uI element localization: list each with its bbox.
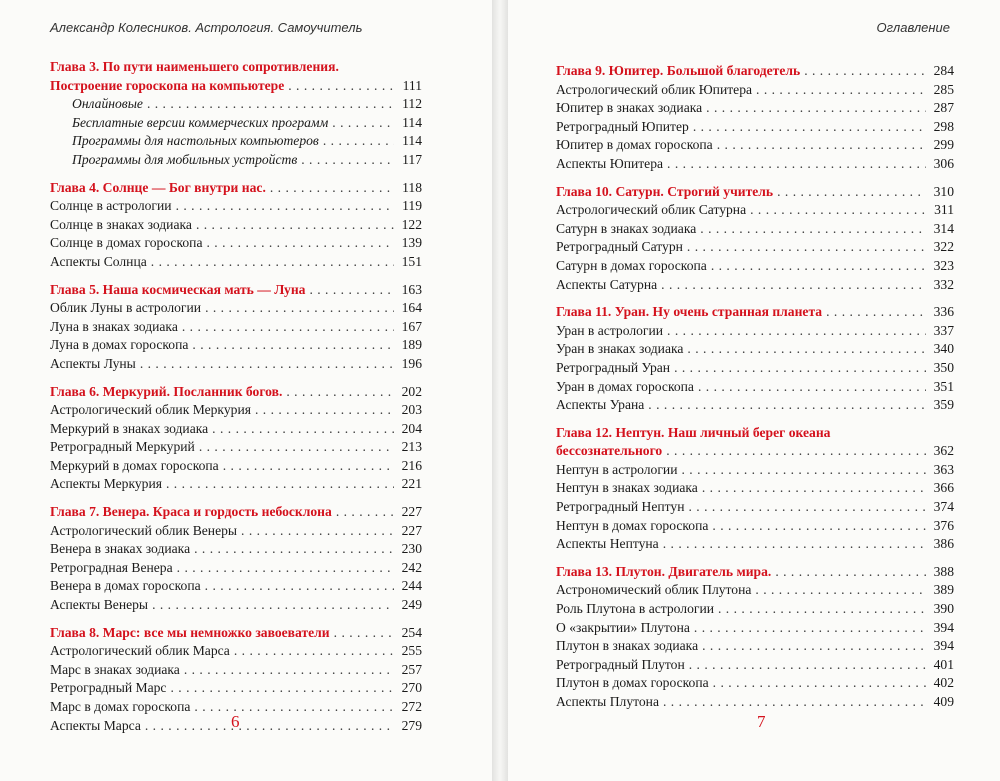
toc-entry — [556, 498, 954, 517]
chapter-page-number: 163 — [401, 281, 422, 297]
running-head: Оглавление — [876, 20, 950, 35]
entry-page-number: 112 — [402, 96, 422, 112]
entry-title: Ретроградный Сатурн — [556, 239, 683, 255]
toc-entry — [556, 322, 954, 341]
entry-title: Ретроградный Плутон — [556, 656, 685, 672]
toc-entry — [556, 693, 954, 712]
dot-leader — [700, 220, 926, 239]
entry-page-number: 164 — [401, 300, 422, 316]
toc-entry — [556, 535, 954, 554]
left-page — [0, 0, 492, 781]
toc-entry — [556, 81, 954, 100]
dot-leader — [196, 216, 394, 235]
dot-leader — [255, 401, 394, 420]
dot-leader — [688, 498, 926, 517]
entry-page-number: 257 — [401, 661, 422, 677]
toc-entry — [556, 396, 954, 415]
toc-entry — [50, 132, 422, 151]
dot-leader — [205, 577, 394, 596]
dot-leader — [713, 674, 926, 693]
entry-page-number: 363 — [933, 461, 954, 477]
toc-entry — [50, 114, 422, 133]
entry-title: Астрологический облик Марса — [50, 643, 230, 659]
entry-title: Астрономический облик Плутона — [556, 582, 752, 598]
entry-page-number: 167 — [401, 318, 422, 334]
entry-page-number: 350 — [933, 359, 954, 375]
entry-title: Сатурн в домах гороскопа — [556, 257, 707, 273]
dot-leader — [694, 619, 926, 638]
entry-title: Аспекты Марса — [50, 717, 141, 733]
toc-entry — [556, 257, 954, 276]
entry-title: Нептун в домах гороскопа — [556, 517, 709, 533]
entry-page-number: 255 — [401, 643, 422, 659]
entry-page-number: 249 — [401, 597, 422, 613]
entry-page-number: 139 — [401, 235, 422, 251]
entry-page-number: 351 — [933, 378, 954, 394]
dot-leader — [147, 95, 394, 114]
entry-title: Юпитер в знаках зодиака — [556, 100, 703, 116]
dot-leader — [667, 322, 926, 341]
dot-leader — [666, 442, 926, 461]
dot-leader — [145, 717, 394, 736]
chapter-page-number: 362 — [933, 443, 954, 459]
entry-title: О «закрытии» Плутона — [556, 619, 690, 635]
entry-page-number: 272 — [401, 699, 422, 714]
toc-chapter — [556, 424, 954, 554]
chapter-heading-row — [556, 303, 954, 322]
page-number: 7 — [757, 712, 766, 731]
entry-page-number: 386 — [933, 536, 954, 552]
dot-leader — [151, 253, 394, 272]
toc-entry — [556, 637, 954, 656]
chapter-page-number: 118 — [402, 179, 422, 195]
dot-leader — [661, 276, 926, 295]
entry-title: Ретроградный Уран — [556, 359, 671, 375]
entry-title: Бесплатные версии коммерческих программ — [72, 114, 329, 130]
dot-leader — [288, 77, 394, 96]
entry-title: Уран в домах гороскопа — [556, 378, 694, 394]
toc-entry — [50, 475, 422, 494]
chapter-page-number: 227 — [401, 504, 422, 520]
chapter-title-line: Глава 10. Сатурн. Строгий учитель — [556, 183, 774, 199]
entry-title: Астрологический облик Венеры — [50, 522, 238, 538]
dot-leader — [286, 383, 394, 402]
entry-page-number: 332 — [933, 276, 954, 292]
toc-entry — [556, 600, 954, 619]
entry-title: Венера в домах гороскопа — [50, 578, 201, 594]
entry-page-number: 114 — [402, 114, 422, 130]
entry-page-number: 216 — [401, 457, 422, 473]
toc-entry — [50, 577, 422, 596]
toc-entry — [556, 155, 954, 174]
entry-page-number: 117 — [402, 151, 422, 167]
dot-leader — [718, 600, 926, 619]
chapter-heading-row — [50, 77, 422, 96]
entry-title: Облик Луны в астрологии — [50, 300, 202, 316]
entry-page-number: 270 — [401, 680, 422, 696]
entry-title: Аспекты Урана — [556, 397, 645, 413]
toc-entry — [556, 99, 954, 118]
entry-title: Солнце в знаках зодиака — [50, 216, 192, 232]
entry-title: Нептун в знаках зодиака — [556, 480, 698, 496]
dot-leader — [702, 637, 926, 656]
page-number: 6 — [231, 712, 240, 731]
entry-page-number: 242 — [401, 559, 422, 575]
entry-page-number: 230 — [401, 541, 422, 557]
toc-entry — [50, 559, 422, 578]
entry-title: Меркурий в домах гороскопа — [50, 457, 219, 473]
chapter-heading-row — [50, 281, 422, 300]
entry-title: Меркурий в знаках зодиака — [50, 420, 209, 436]
entry-title: Сатурн в знаках зодиака — [556, 220, 697, 236]
entry-page-number: 374 — [933, 499, 954, 515]
dot-leader — [648, 396, 926, 415]
entry-page-number: 366 — [933, 480, 954, 496]
dot-leader — [712, 517, 926, 536]
toc-entry — [50, 253, 422, 272]
toc-chapter — [556, 563, 954, 712]
chapter-title-line: Глава 11. Уран. Ну очень странная планета — [556, 304, 823, 320]
entry-title: Луна в знаках зодиака — [50, 318, 178, 334]
dot-leader — [152, 596, 394, 615]
entry-page-number: 376 — [933, 517, 954, 533]
toc-chapter — [50, 58, 422, 170]
running-head: Александр Колесников. Астрология. Самоучитель — [50, 20, 363, 35]
chapter-heading-row — [50, 383, 422, 402]
entry-title: Аспекты Меркурия — [50, 476, 162, 492]
dot-leader — [717, 136, 926, 155]
toc-entry — [50, 679, 422, 698]
toc-chapter — [556, 303, 954, 415]
entry-title: Аспекты Нептуна — [556, 536, 659, 552]
chapter-title-line: Глава 13. Плутон. Двигатель мира. — [556, 563, 772, 579]
entry-page-number: 306 — [933, 155, 954, 171]
dot-leader — [170, 679, 394, 698]
dot-leader — [804, 62, 926, 81]
entry-title: Роль Плутона в астрологии — [556, 601, 714, 617]
toc-entry — [50, 216, 422, 235]
entry-page-number: 394 — [933, 638, 954, 654]
entry-page-number: 359 — [933, 397, 954, 413]
dot-leader — [687, 238, 926, 257]
toc-entry — [556, 656, 954, 675]
entry-page-number: 390 — [933, 601, 954, 617]
entry-page-number: 298 — [933, 118, 954, 134]
chapter-heading-row — [556, 563, 954, 582]
toc-entry — [556, 136, 954, 155]
chapter-heading-row — [556, 183, 954, 202]
dot-leader — [176, 197, 394, 216]
entry-page-number: 213 — [401, 439, 422, 455]
entry-title: Аспекты Сатурна — [556, 276, 658, 292]
entry-page-number: 287 — [933, 100, 954, 116]
dot-leader — [667, 155, 926, 174]
book-gutter — [492, 0, 508, 781]
toc-entry — [50, 457, 422, 476]
dot-leader — [756, 81, 926, 100]
entry-title: Аспекты Луны — [50, 355, 136, 371]
chapter-title-line: Построение гороскопа на компьютере — [50, 77, 285, 93]
entry-title: Астрологический облик Меркурия — [50, 402, 251, 418]
toc-chapter — [50, 503, 422, 615]
entry-title: Аспекты Юпитера — [556, 155, 664, 171]
entry-page-number: 285 — [933, 81, 954, 97]
dot-leader — [192, 336, 394, 355]
dot-leader — [826, 303, 926, 322]
toc-entry — [50, 661, 422, 680]
chapter-page-number: 388 — [933, 563, 954, 579]
toc-entry — [556, 517, 954, 536]
toc-entry — [50, 151, 422, 170]
entry-title: Аспекты Плутона — [556, 694, 659, 709]
toc-entry — [50, 522, 422, 541]
entry-title: Уран в астрологии — [556, 322, 664, 338]
toc-chapter — [50, 281, 422, 374]
entry-page-number: 323 — [933, 257, 954, 273]
entry-title: Программы для настольных компьютеров — [72, 133, 319, 149]
toc-entry — [556, 581, 954, 600]
entry-title: Ретроградный Юпитер — [556, 118, 689, 134]
dot-leader — [301, 151, 394, 170]
entry-page-number: 204 — [401, 420, 422, 436]
entry-page-number: 394 — [933, 619, 954, 635]
chapter-title-line: бессознательного — [556, 443, 663, 459]
entry-title: Солнце в астрологии — [50, 198, 172, 214]
entry-title: Программы для мобильных устройств — [72, 151, 298, 167]
entry-page-number: 402 — [933, 675, 954, 691]
dot-leader — [332, 114, 394, 133]
dot-leader — [184, 661, 394, 680]
toc-entry — [556, 276, 954, 295]
chapter-title-line: Глава 3. По пути наименьшего сопротивления. — [50, 59, 339, 74]
chapter-page-number: 202 — [401, 383, 422, 399]
dot-leader — [334, 624, 394, 643]
dot-leader — [194, 540, 394, 559]
entry-page-number: 299 — [933, 137, 954, 153]
chapter-heading-row — [50, 503, 422, 522]
toc-chapter — [50, 383, 422, 495]
toc-entry — [556, 378, 954, 397]
dot-leader — [270, 179, 394, 198]
toc-entry — [50, 642, 422, 661]
chapter-title-line: Глава 7. Венера. Краса и гордость небосклона — [50, 504, 332, 520]
dot-leader — [674, 359, 926, 378]
chapter-title-line: Глава 8. Марс: все мы немножко завоеватели — [50, 624, 330, 640]
entry-page-number: 196 — [401, 355, 422, 371]
chapter-page-number: 284 — [933, 63, 954, 78]
toc-entry — [556, 461, 954, 480]
chapter-heading-row — [50, 624, 422, 643]
entry-page-number: 114 — [402, 133, 422, 149]
entry-page-number: 122 — [401, 216, 422, 232]
chapter-title-line: Глава 12. Нептун. Наш личный берег океана — [556, 424, 831, 440]
dot-leader — [681, 461, 926, 480]
toc-entry — [556, 201, 954, 220]
toc-entry — [556, 220, 954, 239]
dot-leader — [140, 355, 394, 374]
toc-entry — [50, 438, 422, 457]
toc-entry — [556, 479, 954, 498]
chapter-title-line: Глава 5. Наша космическая мать — Луна — [50, 281, 306, 297]
toc-entry — [50, 401, 422, 420]
entry-page-number: 409 — [933, 694, 954, 709]
entry-title: Солнце в домах гороскопа — [50, 235, 203, 251]
entry-title: Аспекты Венеры — [50, 597, 149, 613]
chapter-title-line: Глава 4. Солнце — Бог внутри нас. — [50, 179, 266, 195]
dot-leader — [663, 693, 926, 712]
dot-leader — [336, 503, 394, 522]
toc-entry — [556, 340, 954, 359]
dot-leader — [199, 438, 394, 457]
dot-leader — [693, 118, 926, 137]
right-page — [508, 0, 1000, 781]
entry-page-number: 322 — [933, 239, 954, 255]
chapter-page-number: 254 — [401, 624, 422, 640]
entry-title: Астрологический облик Юпитера — [556, 81, 753, 97]
dot-leader — [711, 257, 926, 276]
dot-leader — [698, 378, 926, 397]
toc-entry — [50, 197, 422, 216]
entry-title: Марс в домах гороскопа — [50, 699, 191, 714]
entry-page-number: 337 — [933, 322, 954, 338]
entry-title: Нептун в астрологии — [556, 461, 678, 477]
chapter-heading-row — [556, 442, 954, 461]
entry-page-number: 244 — [401, 578, 422, 594]
dot-leader — [750, 201, 926, 220]
toc-entry — [50, 355, 422, 374]
table-of-contents — [556, 62, 954, 721]
dot-leader — [702, 479, 926, 498]
toc-chapter — [556, 183, 954, 295]
entry-page-number: 227 — [401, 522, 422, 538]
entry-title: Плутон в домах гороскопа — [556, 675, 709, 691]
toc-entry — [556, 118, 954, 137]
dot-leader — [663, 535, 926, 554]
table-of-contents — [50, 58, 422, 744]
entry-title: Ретроградный Меркурий — [50, 439, 195, 455]
toc-entry — [50, 540, 422, 559]
chapter-title-line: Глава 9. Юпитер. Большой благодетель — [556, 63, 801, 78]
entry-title: Венера в знаках зодиака — [50, 541, 191, 557]
dot-leader — [755, 581, 926, 600]
dot-leader — [775, 563, 926, 582]
dot-leader — [323, 132, 394, 151]
dot-leader — [706, 99, 926, 118]
entry-title: Луна в домах гороскопа — [50, 337, 189, 353]
toc-entry — [556, 619, 954, 638]
dot-leader — [234, 642, 394, 661]
dot-leader — [309, 281, 394, 300]
dot-leader — [223, 457, 394, 476]
toc-entry — [50, 299, 422, 318]
toc-entry — [556, 238, 954, 257]
toc-chapter — [556, 62, 954, 174]
dot-leader — [206, 234, 394, 253]
toc-entry — [50, 234, 422, 253]
entry-title: Плутон в знаках зодиака — [556, 638, 699, 654]
chapter-heading-row — [556, 62, 954, 81]
entry-page-number: 151 — [401, 253, 422, 269]
entry-title: Марс в знаках зодиака — [50, 661, 180, 677]
dot-leader — [687, 340, 926, 359]
chapter-page-number: 111 — [402, 77, 422, 93]
entry-title: Уран в знаках зодиака — [556, 341, 684, 357]
entry-page-number: 119 — [402, 198, 422, 214]
dot-leader — [166, 475, 394, 494]
entry-page-number: 189 — [401, 337, 422, 353]
entry-page-number: 314 — [933, 220, 954, 236]
entry-page-number: 311 — [934, 202, 954, 218]
toc-entry — [50, 596, 422, 615]
chapter-title-line: Глава 6. Меркурий. Посланник богов. — [50, 383, 283, 399]
dot-leader — [241, 522, 394, 541]
entry-title: Астрологический облик Сатурна — [556, 202, 747, 218]
entry-page-number: 389 — [933, 582, 954, 598]
dot-leader — [777, 183, 926, 202]
toc-chapter — [50, 179, 422, 272]
entry-title: Ретроградный Нептун — [556, 499, 685, 515]
toc-entry — [50, 95, 422, 114]
entry-page-number: 401 — [933, 656, 954, 672]
dot-leader — [182, 318, 394, 337]
entry-page-number: 221 — [401, 476, 422, 492]
entry-title: Аспекты Солнца — [50, 253, 147, 269]
toc-entry — [556, 359, 954, 378]
dot-leader — [194, 698, 394, 717]
toc-entry — [50, 420, 422, 439]
entry-title: Юпитер в домах гороскопа — [556, 137, 713, 153]
toc-entry — [50, 318, 422, 337]
entry-title: Ретроградная Венера — [50, 559, 173, 575]
entry-page-number: 203 — [401, 402, 422, 418]
dot-leader — [212, 420, 394, 439]
chapter-page-number: 336 — [933, 304, 954, 320]
chapter-page-number: 310 — [933, 183, 954, 199]
chapter-heading-row — [50, 179, 422, 198]
dot-leader — [205, 299, 394, 318]
entry-page-number: 340 — [933, 341, 954, 357]
dot-leader — [689, 656, 926, 675]
toc-entry — [556, 674, 954, 693]
entry-title: Ретроградный Марс — [50, 680, 167, 696]
toc-entry — [50, 336, 422, 355]
entry-page-number: 279 — [401, 717, 422, 733]
entry-title: Онлайновые — [72, 96, 143, 112]
dot-leader — [177, 559, 394, 578]
